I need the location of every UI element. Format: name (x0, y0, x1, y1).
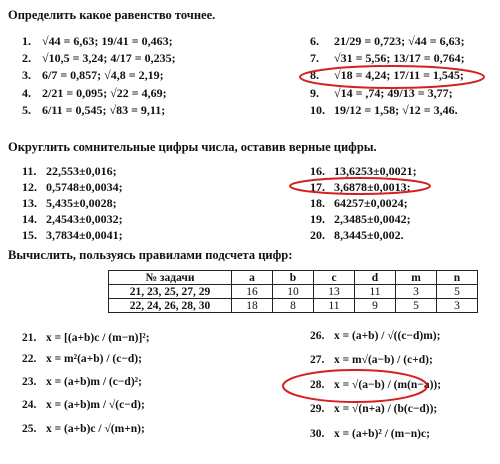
table-cell: 9 (355, 299, 396, 313)
table-header: № задачи (109, 271, 232, 285)
list-item: 17. 3,6878±0,0013; (310, 180, 411, 194)
table-row (109, 285, 478, 299)
values-table (108, 270, 478, 313)
table-cell: 10 (273, 285, 314, 299)
list-item: 5. 6/11 = 0,545; √83 = 9,11; (22, 102, 166, 117)
list-item: 10. 19/12 = 1,58; √12 = 3,46. (310, 102, 458, 117)
list-item: 8. √18 = 4,24; 17/11 = 1,545; (310, 68, 464, 83)
table-header: b (273, 271, 314, 285)
table-header: d (355, 271, 396, 285)
round-right (310, 163, 417, 243)
list-item: 2. √10,5 = 3,24; 4/17 = 0,235; (22, 51, 176, 66)
formula-26: 26. x = (a+b) / √((c−d)m); (310, 330, 441, 342)
table-header: n (437, 271, 478, 285)
formula-27: 27. x = m√(a−b) / (c+d); (310, 354, 433, 366)
list-item: 12. 0,5748±0,0034; (22, 180, 123, 194)
equalities-left (22, 33, 176, 119)
list-item: 14. 2,4543±0,0032; (22, 212, 123, 226)
list-item: 9. √14 = ,74; 49/13 = 3,77; (310, 85, 453, 100)
table-header-row (109, 271, 478, 285)
list-item: 15. 3,7834±0,0041; (22, 228, 123, 242)
table-header: m (396, 271, 437, 285)
list-item: 3. 6/7 = 0,857; √4,8 = 2,19; (22, 68, 164, 83)
table-cell: 3 (437, 299, 478, 313)
table-cell: 11 (355, 285, 396, 299)
list-item: 6. 21/29 = 0,723; √44 = 6,63; (310, 34, 465, 48)
heading-equalities: Определить какое равенство точнее. (8, 8, 216, 22)
list-item: 4. 2/21 = 0,095; √22 = 4,69; (22, 85, 167, 100)
heading-rounding: Округлить сомнительные цифры числа, оставив верные цифры. (8, 140, 377, 154)
table-cell: 8 (273, 299, 314, 313)
table-cell: 22, 24, 26, 28, 30 (109, 299, 232, 313)
table-cell: 18 (232, 299, 273, 313)
table-cell: 5 (437, 285, 478, 299)
heading-compute: Вычислить, пользуясь правилами подсчета цифр: (8, 248, 293, 262)
formula-24: 24. x = (a+b)m / √(c−d); (22, 399, 145, 411)
table-cell: 5 (396, 299, 437, 313)
formula-25: 25. x = (a+b)c / √(m+n); (22, 423, 145, 435)
table-row (109, 299, 478, 313)
round-left (22, 163, 123, 243)
table-cell: 11 (314, 299, 355, 313)
formula-28: 28. x = √(a−b) / (m(n−a)); (310, 379, 442, 391)
list-item: 19. 2,3485±0,0042; (310, 212, 411, 226)
list-item: 20. 8,3445±0,002. (310, 228, 404, 242)
table-cell: 3 (396, 285, 437, 299)
formula-30: 30. x = (a+b)² / (m−n)c; (310, 428, 430, 440)
table-cell: 16 (232, 285, 273, 299)
list-item: 18. 64257±0,0024; (310, 196, 408, 210)
table-cell: 21, 23, 25, 27, 29 (109, 285, 232, 299)
formula-23: 23. x = (a+b)m / (c−d)²; (22, 376, 142, 388)
equalities-right (310, 33, 465, 119)
formula-22: 22. x = m²(a+b) / (c−d); (22, 353, 142, 365)
formula-29: 29. x = √(n+a) / (b(c−d)); (310, 403, 438, 415)
list-item: 13. 5,435±0,0028; (22, 196, 117, 210)
list-item: 11. 22,553±0,016; (22, 164, 117, 178)
list-item: 16. 13,6253±0,0021; (310, 164, 417, 178)
table-header: a (232, 271, 273, 285)
list-item: 1. √44 = 6,63; 19/41 = 0,463; (22, 34, 173, 48)
table-cell: 13 (314, 285, 355, 299)
table-header: c (314, 271, 355, 285)
formula-21: 21. x = [(a+b)c / (m−n)]²; (22, 332, 150, 344)
list-item: 7. √31 = 5,56; 13/17 = 0,764; (310, 51, 465, 66)
